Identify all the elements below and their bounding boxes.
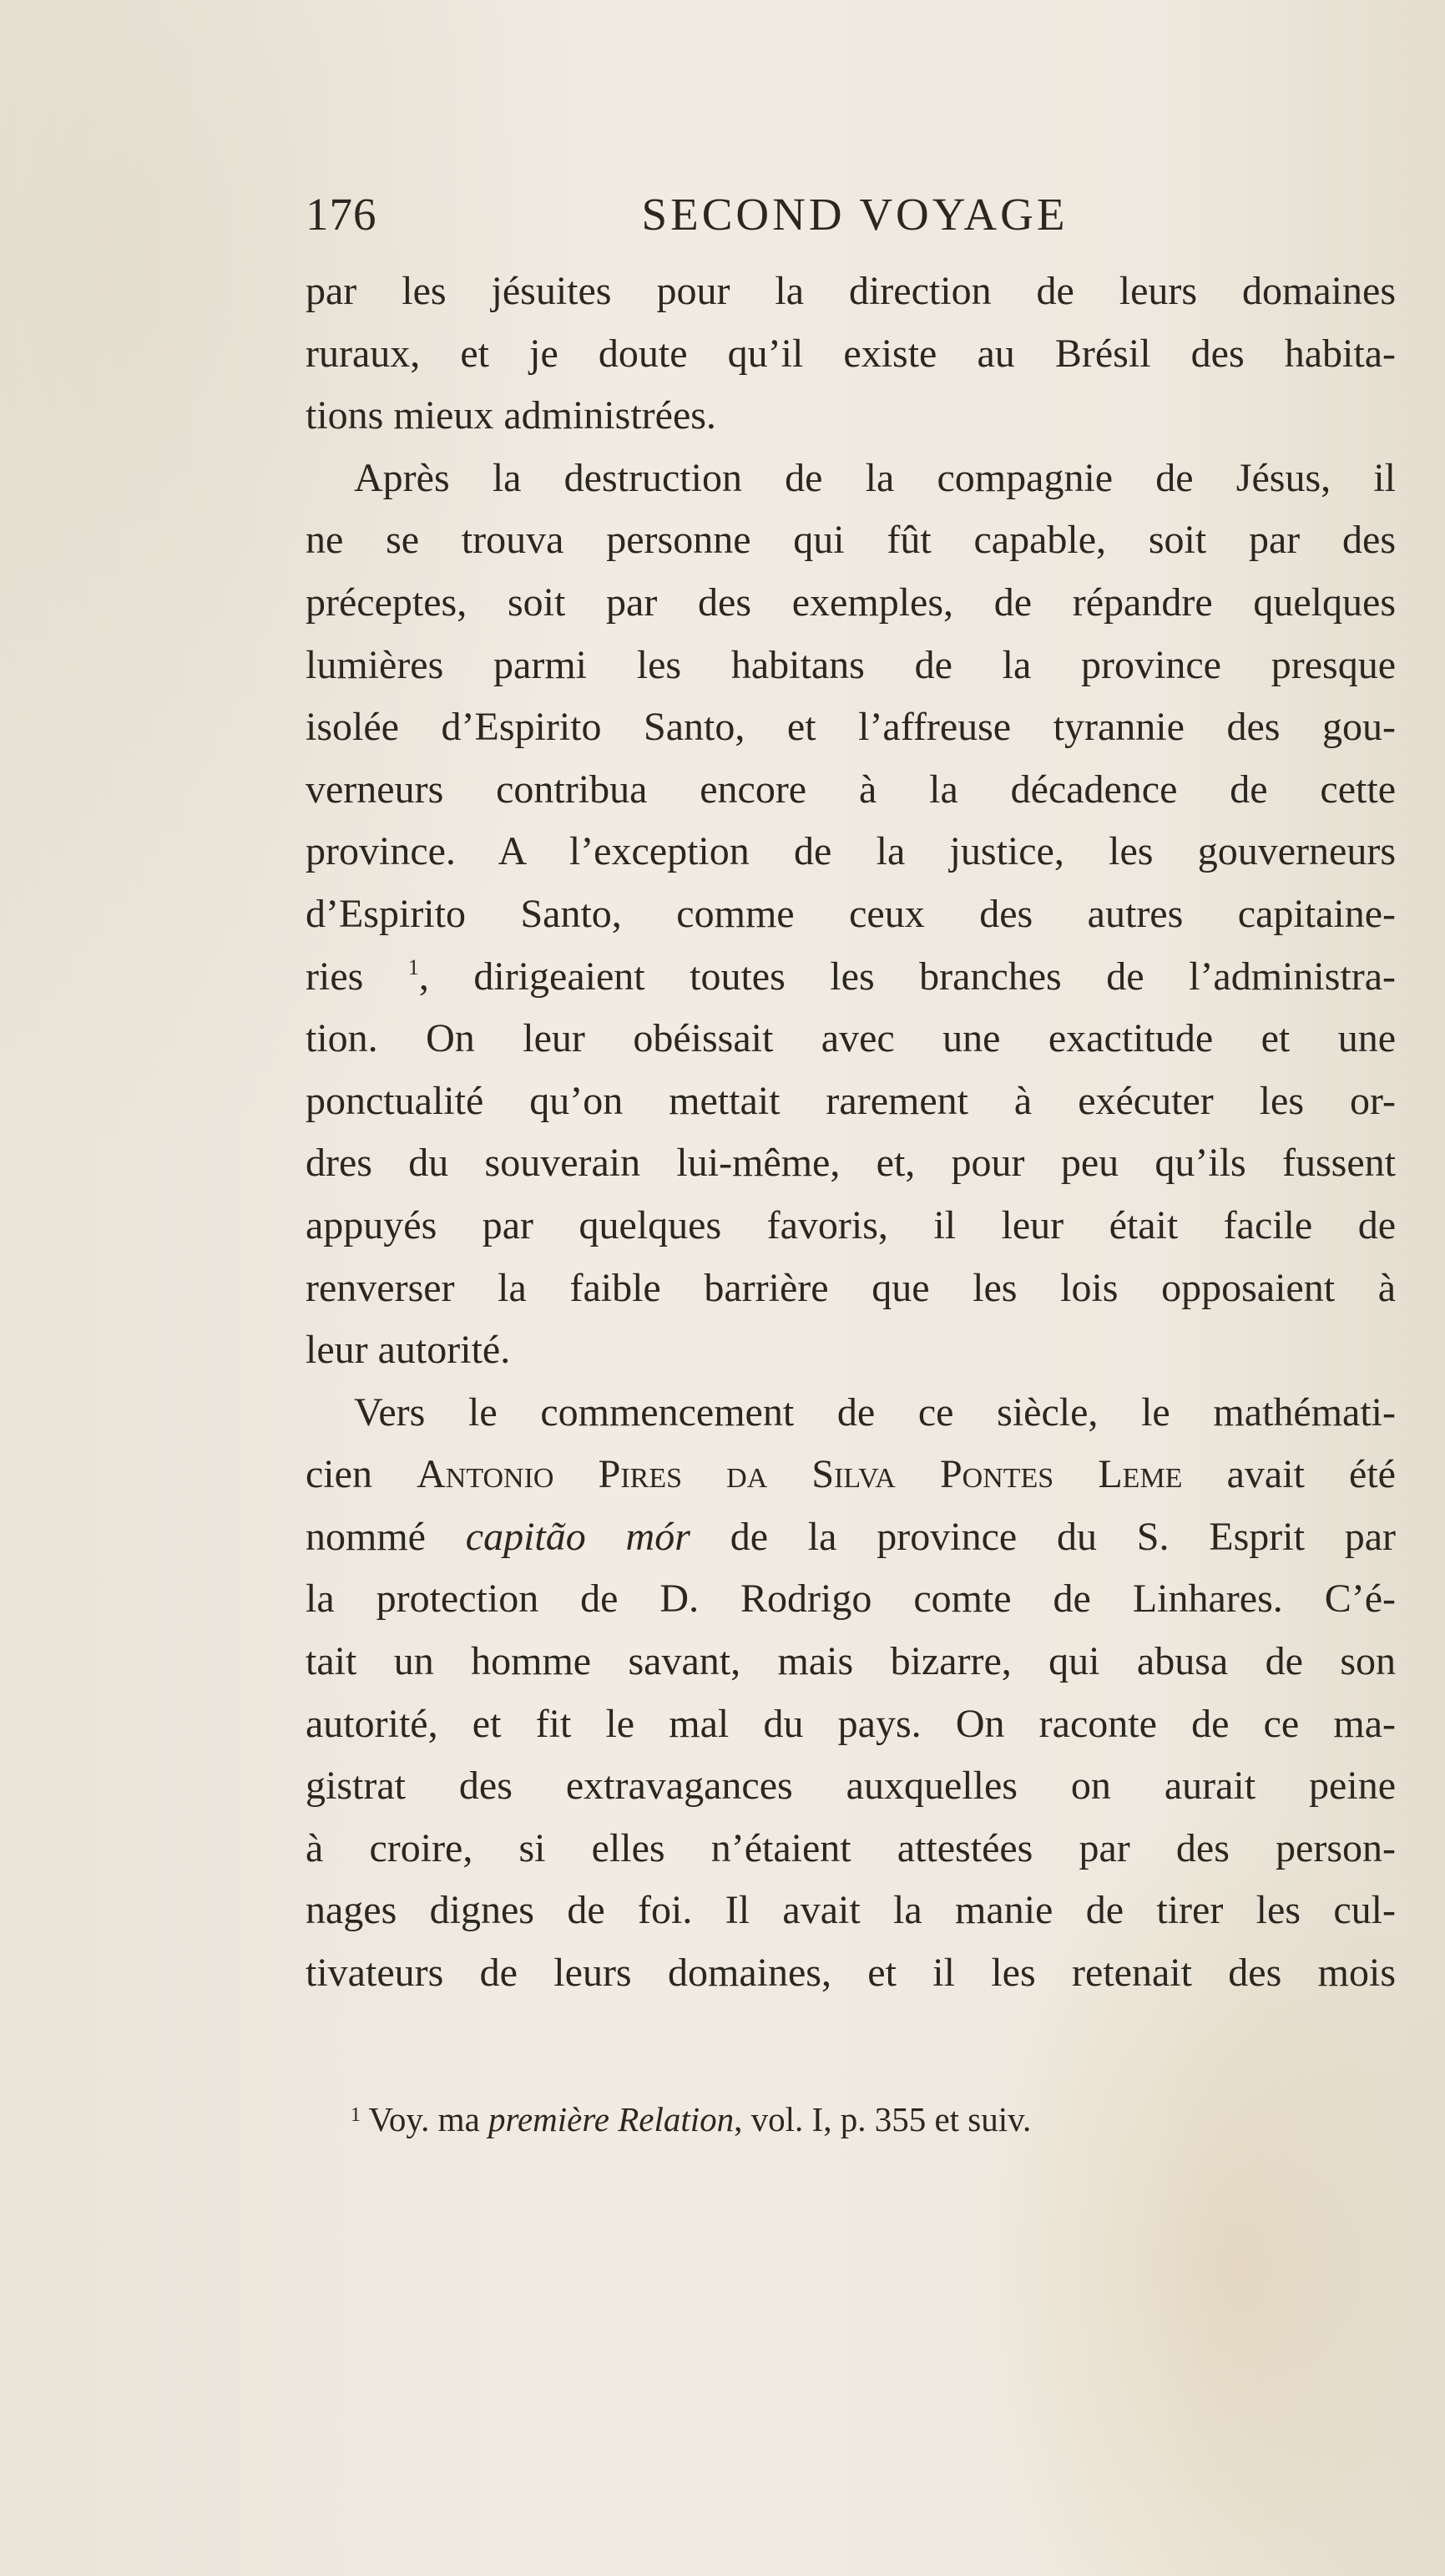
text-line: ruraux, et je doute qu’il existe au Brésil des habita- xyxy=(306,331,1396,376)
page-header xyxy=(306,185,1404,244)
text-line: ne se trouva personne qui fût capable, soit par des xyxy=(306,518,1396,563)
footnote xyxy=(351,2094,1386,2144)
text-fragment: nommé xyxy=(306,1514,426,1559)
footnote-reference: 1 xyxy=(407,954,419,979)
text-line: province. A l’exception de la justice, les gouverneurs xyxy=(306,829,1396,874)
text-line: préceptes, soit par des exemples, de répandre quelques xyxy=(306,579,1396,625)
footnote-text: Voy. ma xyxy=(368,2100,480,2138)
text-fragment: , dirigeaient toutes les branches de l’administra- xyxy=(418,954,1396,999)
text-line: Après la destruction de la compagnie de Jésus, il xyxy=(354,455,1396,500)
body-text xyxy=(306,261,1396,2005)
footnote-text: , vol. I, p. 355 et suiv. xyxy=(734,2100,1032,2138)
footnote-italic-title: première Relation xyxy=(488,2100,735,2138)
text-line: nages dignes de foi. Il avait la manie de tirer les cul- xyxy=(306,1888,1396,1933)
text-line: ponctualité qu’on mettait rarement à exécuter les or- xyxy=(306,1078,1396,1123)
text-line: gistrat des extravagances auxquelles on aurait peine xyxy=(306,1764,1396,1809)
text-line: la protection de D. Rodrigo comte de Linhares. C’é- xyxy=(306,1576,1396,1622)
text-line: appuyés par quelques favoris, il leur était facile de xyxy=(306,1202,1396,1248)
text-line: isolée d’Espirito Santo, et l’affreuse tyrannie des gou- xyxy=(306,705,1396,750)
text-line: autorité, et fit le mal du pays. On raconte de ce ma- xyxy=(306,1701,1396,1746)
text-line: verneurs contribua encore à la décadence de cette xyxy=(306,767,1396,812)
italic-term: capitão mór xyxy=(465,1514,690,1559)
text-line: par les jésuites pour la direction de leurs domaines xyxy=(306,269,1396,313)
text-line: lumières parmi les habitans de la province presque xyxy=(306,642,1396,687)
running-title: SECOND VOYAGE xyxy=(641,189,1069,240)
text-line: tions mieux administrées. xyxy=(306,393,716,438)
text-line: à croire, si elles n’étaient attestées par des person- xyxy=(306,1825,1396,1870)
text-line: dres du souverain lui-même, et, pour peu qu’ils fussent xyxy=(306,1141,1396,1186)
text-line-with-footnote xyxy=(306,946,1396,1009)
text-line: tait un homme savant, mais bizarre, qui abusa de son xyxy=(306,1639,1396,1684)
text-line: Vers le commencement de ce siècle, le mathémati- xyxy=(354,1389,1396,1435)
footnote-mark: 1 xyxy=(351,2104,361,2126)
text-fragment: ries xyxy=(306,954,364,999)
text-line-with-italic xyxy=(306,1506,1396,1569)
page-number: 176 xyxy=(306,189,377,240)
text-fragment: cien xyxy=(306,1452,372,1497)
text-fragment: de la province du S. Esprit par xyxy=(730,1514,1396,1559)
text-line: d’Espirito Santo, comme ceux des autres capitaine- xyxy=(306,891,1396,936)
text-line: tivateurs de leurs domaines, et il les retenait des mois xyxy=(306,1951,1396,1996)
text-line-with-name xyxy=(306,1444,1396,1506)
person-name: Antonio Pires da Silva Pontes Leme xyxy=(417,1452,1183,1497)
text-line: renverser la faible barrière que les lois opposaient à xyxy=(306,1265,1396,1310)
text-fragment: avait été xyxy=(1226,1452,1396,1497)
text-line: tion. On leur obéissait avec une exactitude et une xyxy=(306,1016,1396,1061)
text-line: leur autorité. xyxy=(306,1328,511,1373)
